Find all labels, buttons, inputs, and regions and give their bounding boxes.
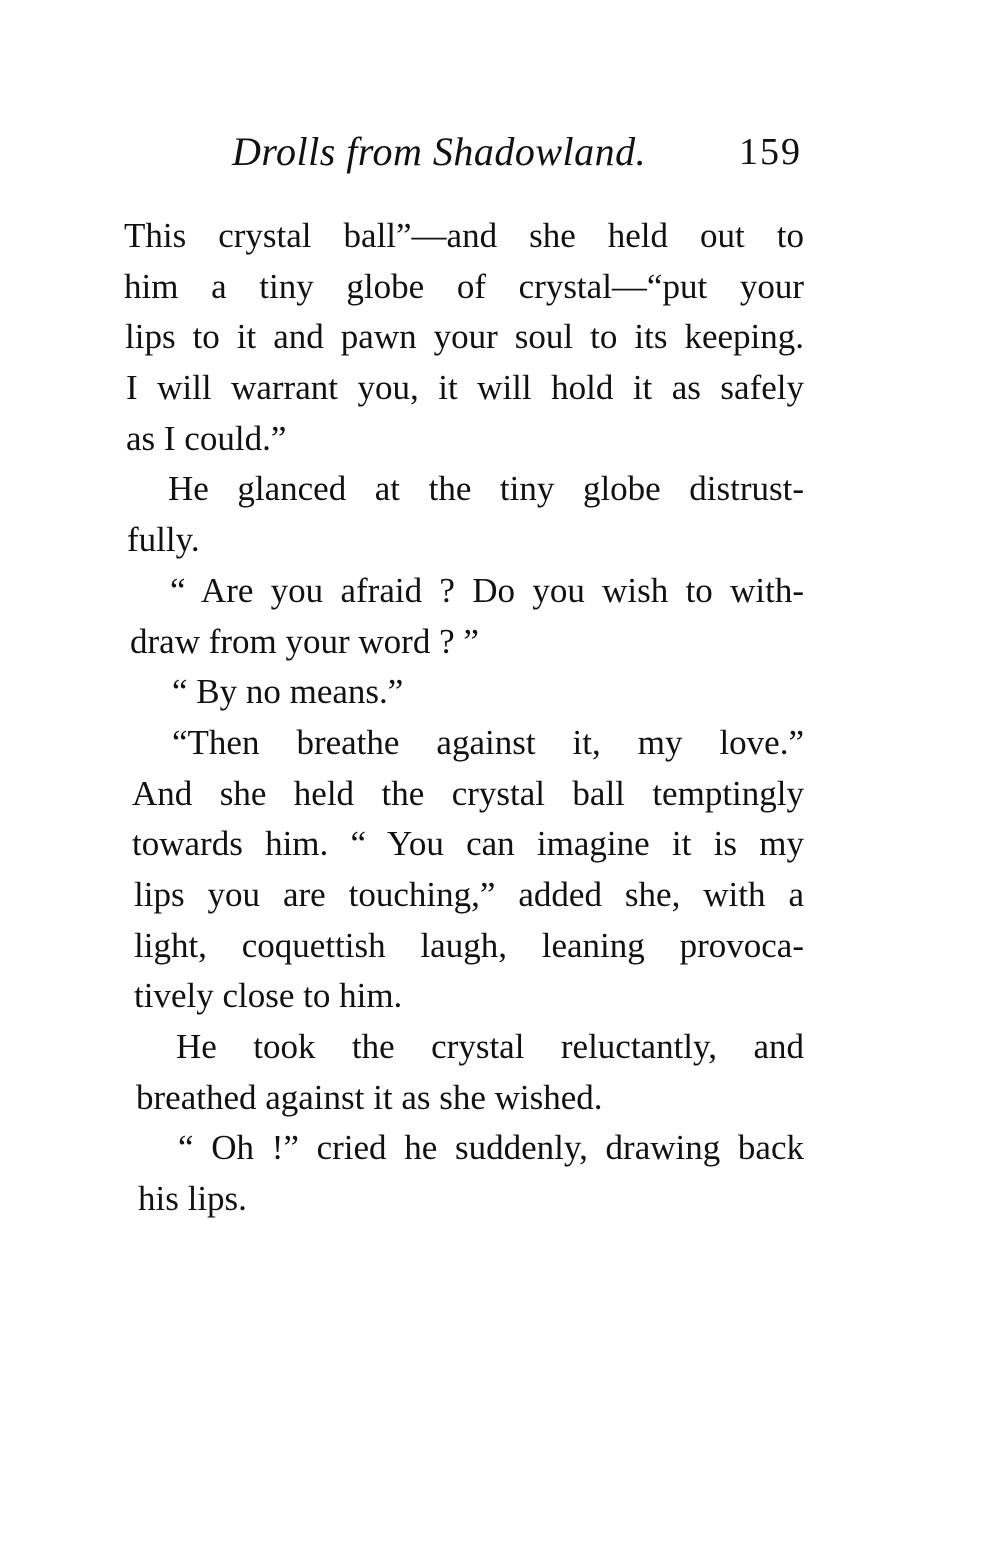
text-line: him a tiny globe of crystal—“put your: [124, 266, 804, 306]
page-number: 159: [739, 131, 802, 173]
text-line: fully.: [127, 520, 200, 560]
text-line: “ Are you afraid ? Do you wish to with-: [170, 570, 804, 610]
text-line: towards him. “ You can imagine it is my: [132, 824, 804, 864]
text-line: He glanced at the tiny globe distrust-: [168, 469, 804, 509]
text-line: draw from your word ? ”: [130, 621, 479, 661]
text-line: This crystal ball”—and she held out to: [124, 216, 804, 255]
running-title: Drolls from Shadowland.: [232, 129, 647, 174]
text-line: “ By no means.”: [172, 672, 404, 712]
text-line: breathed against it as she wished.: [136, 1077, 603, 1117]
text-line: lips you are touching,” added she, with a: [134, 874, 804, 914]
text-line: He took the crystal reluctantly, and: [176, 1027, 804, 1066]
text-line: “ Oh !” cried he suddenly, drawing back: [178, 1128, 804, 1168]
body-text: [122, 211, 804, 1225]
text-line: lips to it and pawn your soul to its keeping.: [125, 317, 804, 357]
text-line: his lips.: [138, 1179, 247, 1219]
text-line: light, coquettish laugh, leaning provoca-: [134, 925, 804, 965]
running-head: [232, 128, 802, 184]
text-line: tively close to him.: [134, 976, 403, 1016]
text-line: “Then breathe against it, my love.”: [172, 722, 804, 762]
text-line: as I could.”: [126, 418, 287, 458]
text-line: I will warrant you, it will hold it as safely: [126, 368, 804, 408]
text-line: And she held the crystal ball temptingly: [132, 773, 804, 813]
